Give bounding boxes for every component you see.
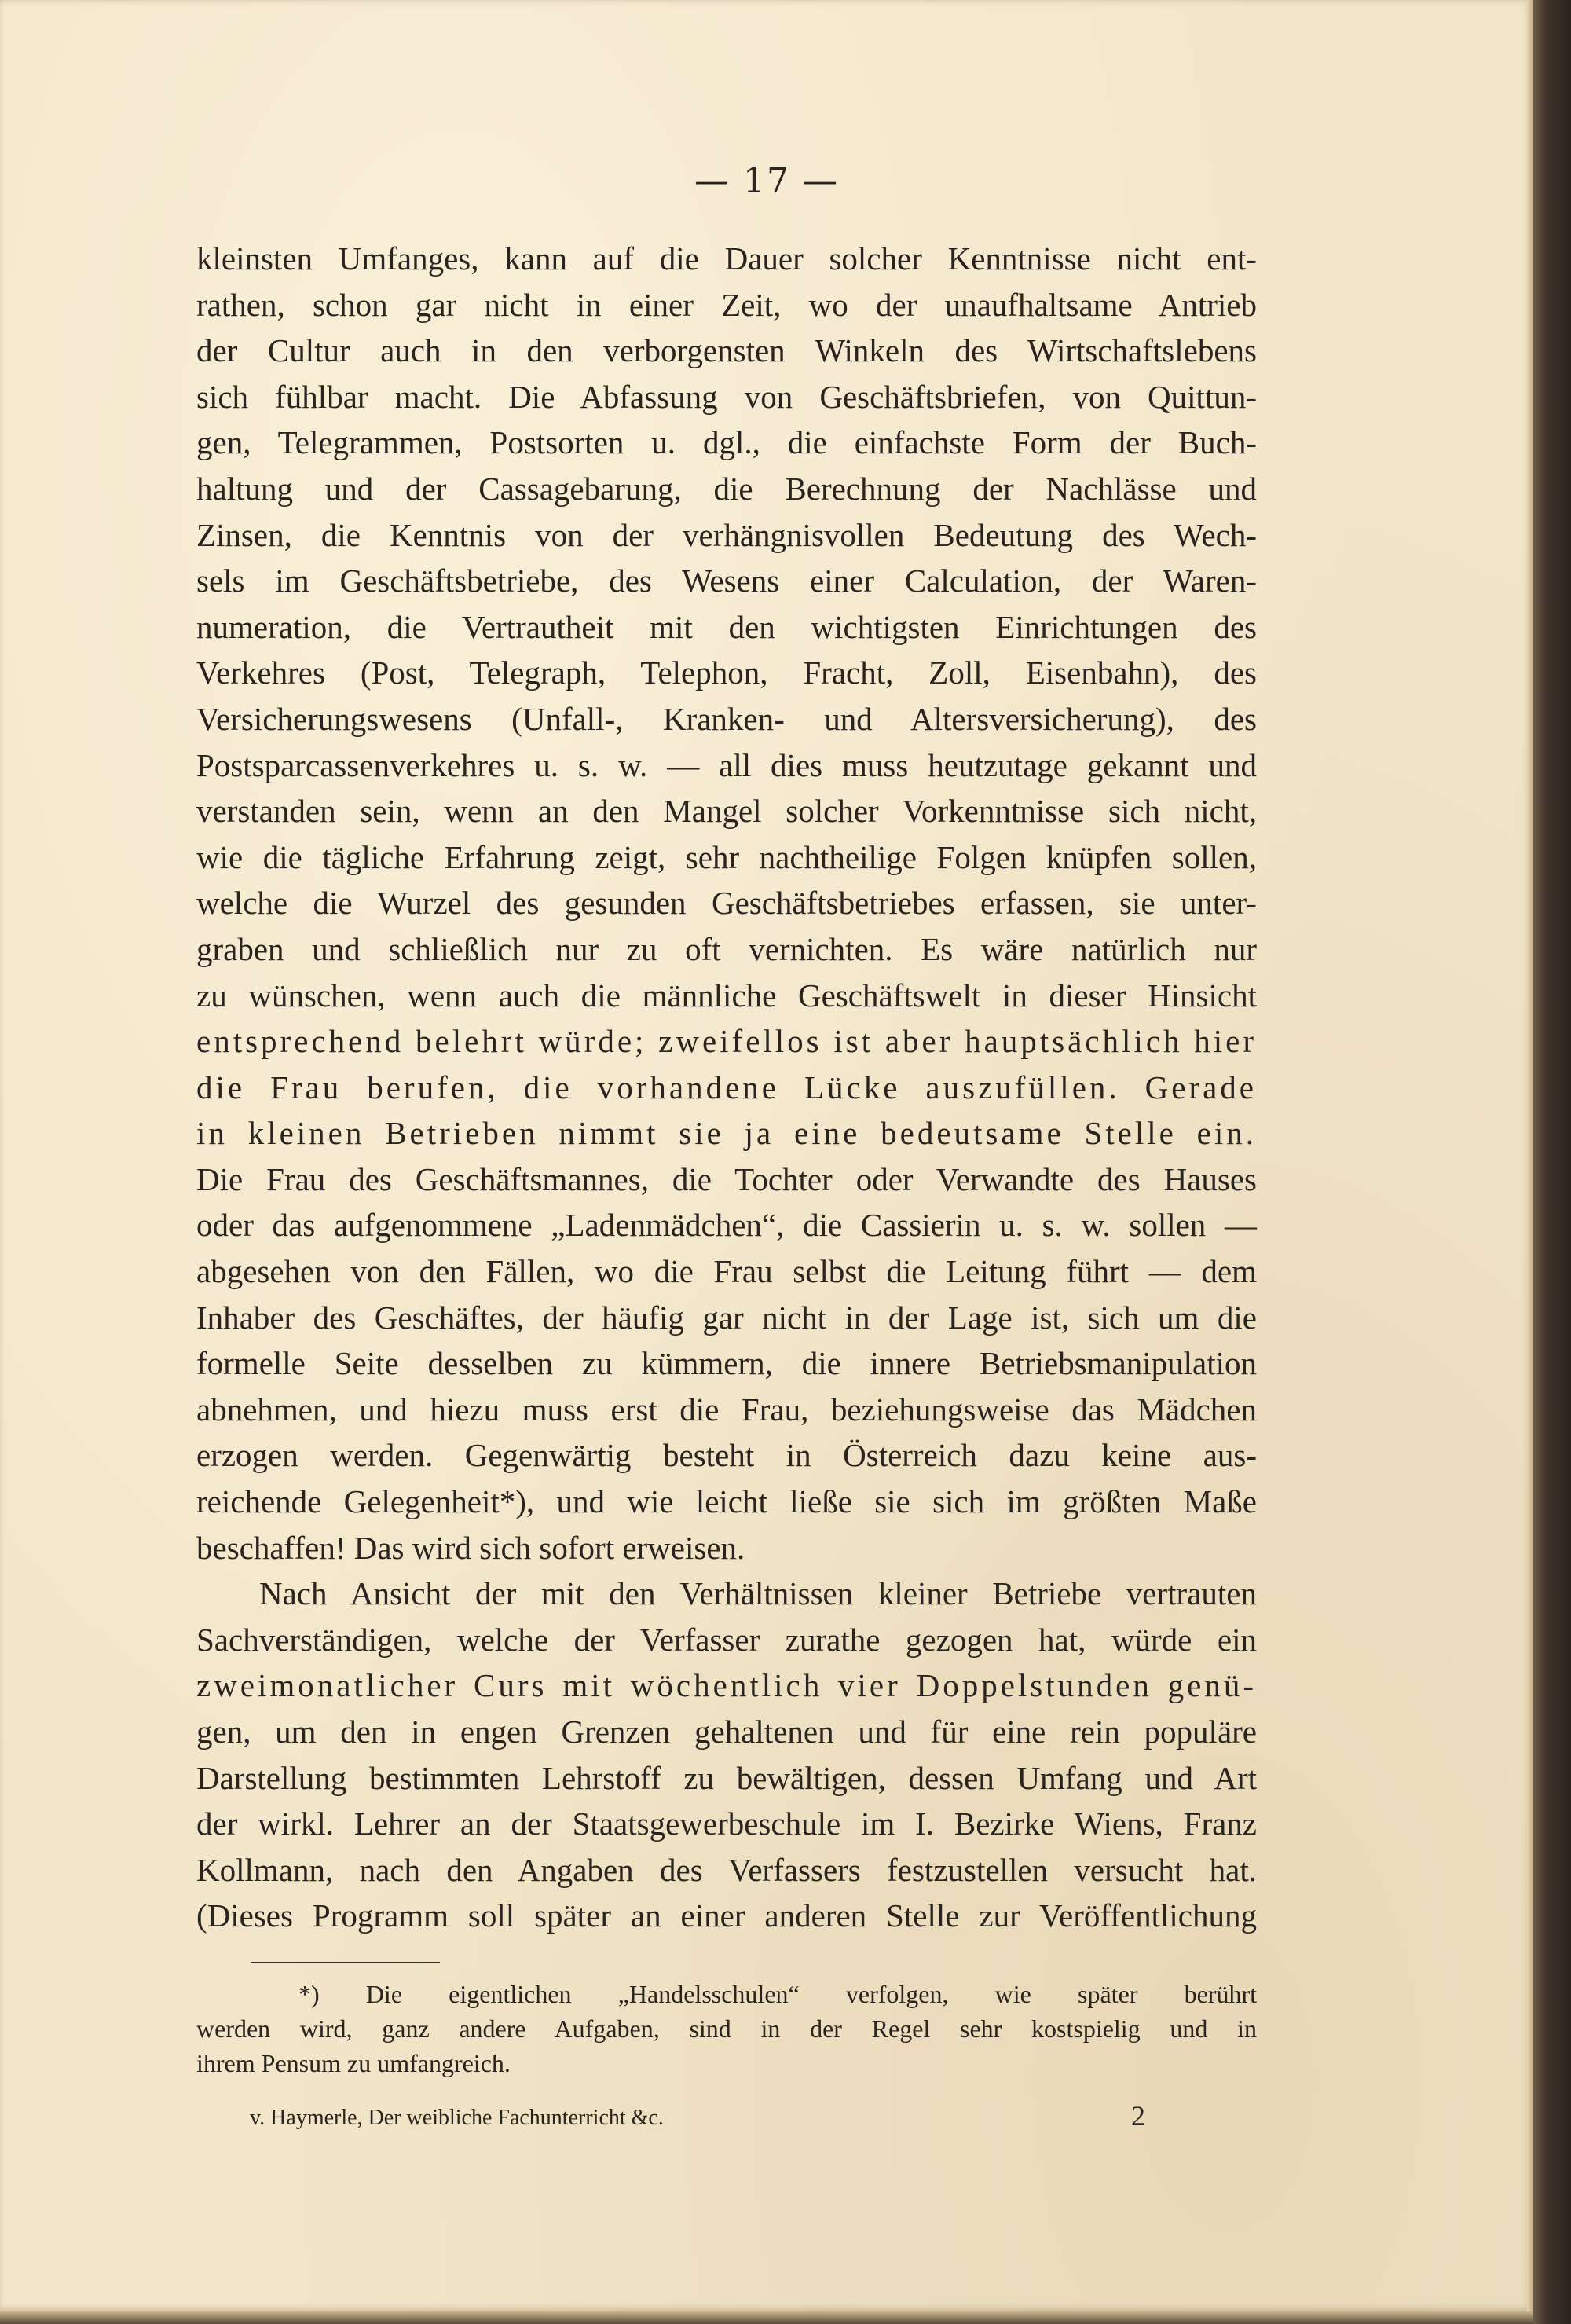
- bottom-edge: [0, 2311, 1533, 2324]
- body-line: numeration, die Vertrautheit mit den wichtigsten Einrichtungen des: [196, 608, 1257, 645]
- body-line: zweimonatlicher Curs mit wöchentlich vier Doppelstunden genü-: [196, 1667, 1257, 1704]
- body-line: abnehmen, und hiezu muss erst die Frau, beziehungsweise das Mädchen: [196, 1391, 1257, 1428]
- body-line: in kleinen Betrieben nimmt sie ja eine bedeutsame Stelle ein.: [196, 1115, 1257, 1152]
- body-line: Versicherungswesens (Unfall-, Kranken- und Altersversicherung), des: [196, 700, 1257, 737]
- footnote-line: *) Die eigentlichen „Handelsschulen“ verfolgen, wie später berührt: [298, 1980, 1257, 2008]
- body-text: [196, 236, 1257, 1939]
- body-line: Postsparcassenverkehres u. s. w. — all dies muss heutzutage gekannt und: [196, 746, 1257, 783]
- body-line: formelle Seite desselben zu kümmern, die innere Betriebsmanipulation: [196, 1345, 1257, 1382]
- body-line: der wirkl. Lehrer an der Staatsgewerbeschule im I. Bezirke Wiens, Franz: [196, 1805, 1257, 1842]
- footnote-divider: [251, 1962, 440, 1963]
- page-number-header: — 17 —: [694, 161, 839, 201]
- footnote: [196, 1977, 1257, 2080]
- sheet-number: 2: [1131, 2100, 1145, 2132]
- body-line: Nach Ansicht der mit den Verhältnissen kleiner Betriebe vertrauten: [259, 1575, 1257, 1612]
- body-line: abgesehen von den Fällen, wo die Frau selbst die Leitung führt — dem: [196, 1253, 1257, 1290]
- body-line: Die Frau des Geschäftsmannes, die Tochter oder Verwandte des Hauses: [196, 1160, 1257, 1197]
- body-line: zu wünschen, wenn auch die männliche Geschäftswelt in dieser Hinsicht: [196, 977, 1257, 1014]
- body-line: die Frau berufen, die vorhandene Lücke auszufüllen. Gerade: [196, 1069, 1257, 1105]
- body-line: graben und schließlich nur zu oft vernichten. Es wäre natürlich nur: [196, 930, 1257, 967]
- body-line: welche die Wurzel des gesunden Geschäftsbetriebes erfassen, sie unter-: [196, 885, 1257, 922]
- body-line: Zinsen, die Kenntnis von der verhängnisvollen Bedeutung des Wech-: [196, 516, 1257, 553]
- body-line: erzogen werden. Gegenwärtig besteht in Österreich dazu keine aus-: [196, 1437, 1257, 1474]
- body-line: Kollmann, nach den Angaben des Verfassers festzustellen versucht hat.: [196, 1851, 1257, 1888]
- body-line: Verkehres (Post, Telegraph, Telephon, Fracht, Zoll, Eisenbahn), des: [196, 654, 1257, 691]
- body-line: haltung und der Cassagebarung, die Berechnung der Nachlässe und: [196, 470, 1257, 507]
- body-line: verstanden sein, wenn an den Mangel solcher Vorkenntnisse sich nicht,: [196, 793, 1257, 830]
- body-line: wie die tägliche Erfahrung zeigt, sehr nachtheilige Folgen knüpfen sollen,: [196, 838, 1257, 875]
- body-line: (Dieses Programm soll später an einer anderen Stelle zur Veröffentlichung: [196, 1897, 1257, 1934]
- body-line: oder das aufgenommene „Ladenmädchen“, die Cassierin u. s. w. sollen —: [196, 1207, 1257, 1244]
- body-line: kleinsten Umfanges, kann auf die Dauer solcher Kenntnisse nicht ent-: [196, 240, 1257, 277]
- body-line: sich fühlbar macht. Die Abfassung von Geschäftsbriefen, von Quittun-: [196, 378, 1257, 415]
- body-line: sels im Geschäftsbetriebe, des Wesens einer Calculation, der Waren-: [196, 563, 1257, 599]
- body-line: Inhaber des Geschäftes, der häufig gar nicht in der Lage ist, sich um die: [196, 1299, 1257, 1336]
- body-line: rathen, schon gar nicht in einer Zeit, wo der unaufhaltsame Antrieb: [196, 286, 1257, 323]
- body-line: beschaffen! Das wird sich sofort erweisen.: [196, 1529, 745, 1566]
- body-line: gen, Telegrammen, Postsorten u. dgl., die einfachste Form der Buch-: [196, 424, 1257, 461]
- footnote-line: ihrem Pensum zu umfangreich.: [196, 2049, 511, 2077]
- body-line: Sachverständigen, welche der Verfasser zurathe gezogen hat, würde ein: [196, 1621, 1257, 1658]
- binding-edge: [1533, 0, 1571, 2324]
- body-line: Darstellung bestimmten Lehrstoff zu bewältigen, dessen Umfang und Art: [196, 1759, 1257, 1796]
- body-line: reichende Gelegenheit*), und wie leicht ließe sie sich im größten Maße: [196, 1483, 1257, 1520]
- body-line: gen, um den in engen Grenzen gehaltenen und für eine rein populäre: [196, 1714, 1257, 1750]
- printer-signature: v. Haymerle, Der weibliche Fachunterricht &c.: [250, 2106, 664, 2130]
- footnote-line: werden wird, ganz andere Aufgaben, sind in der Regel sehr kostspielig und in: [196, 2014, 1257, 2043]
- body-line: der Cultur auch in den verborgensten Winkeln des Wirtschaftslebens: [196, 332, 1257, 369]
- body-line: entsprechend belehrt würde; zweifellos ist aber hauptsächlich hier: [196, 1023, 1257, 1060]
